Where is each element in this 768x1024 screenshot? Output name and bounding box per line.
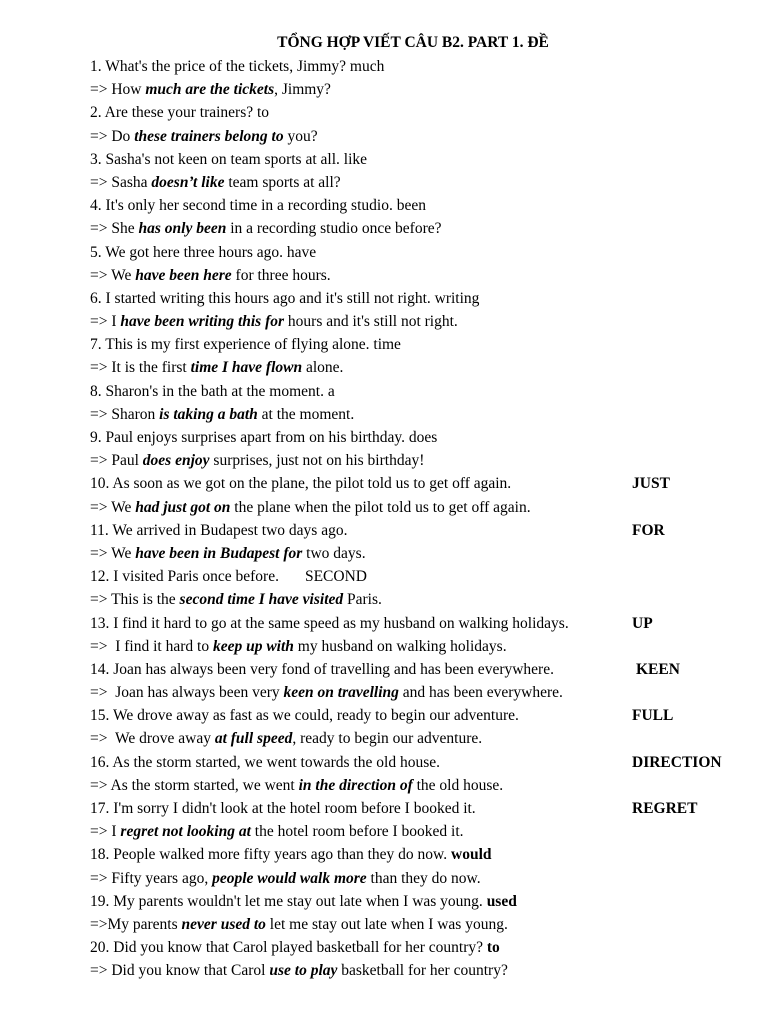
- answer-key-text: have been in Budapest for: [135, 544, 303, 562]
- question-line: [90, 612, 760, 635]
- document-title: TỔNG HỢP VIẾT CÂU B2. PART 1. ĐỀ: [277, 34, 549, 51]
- answer-key: [269, 962, 337, 979]
- answer-key-text: people would walk more: [212, 869, 367, 887]
- answer-prefix: => Fifty years ago,: [90, 869, 213, 887]
- question-line: [90, 843, 760, 866]
- answer-prefix: =>My parents: [90, 915, 182, 933]
- answer-key: [212, 870, 367, 887]
- answer-key: [135, 545, 302, 562]
- question-line: [90, 380, 760, 403]
- answer-line: [90, 542, 760, 565]
- answer-key-text: has only been: [138, 220, 227, 238]
- question-text: 17. I'm sorry I didn't look at the hotel room before I booked it.: [90, 800, 476, 817]
- answer-key: [215, 730, 293, 747]
- answer-key: [138, 220, 226, 237]
- keyword-bold: used: [486, 892, 517, 910]
- question-line: [90, 519, 760, 542]
- question-text: 3. Sasha's not keen on team sports at all. like: [90, 150, 368, 168]
- answer-key: [135, 499, 230, 516]
- answer-prefix: => Sasha: [90, 173, 152, 191]
- answer-suffix: , ready to begin our adventure.: [292, 730, 483, 748]
- answer-prefix: => Do: [90, 127, 135, 145]
- answer-line: [90, 913, 760, 936]
- answer-suffix: let me stay out late when I was young.: [265, 915, 508, 933]
- answer-prefix: => I: [90, 313, 121, 331]
- answer-key-text: keep up with: [212, 637, 294, 655]
- answer-key-text: have been writing this for: [120, 313, 285, 331]
- answer-line: [90, 125, 760, 148]
- question-text: 8. Sharon's in the bath at the moment. a: [90, 382, 335, 400]
- answer-line: [90, 867, 760, 890]
- question-text: 2. Are these your trainers? to: [90, 104, 270, 122]
- answer-line: [90, 171, 760, 194]
- answer-key-text: time I have flown: [190, 359, 303, 377]
- answer-suffix: than they do now.: [366, 869, 481, 887]
- answer-key-text: in the direction of: [298, 776, 413, 794]
- answer-key: [151, 174, 224, 191]
- answer-prefix: => I find it hard to: [90, 637, 213, 655]
- question-text: 5. We got here three hours ago. have: [90, 243, 317, 261]
- answer-key-text: have been here: [135, 266, 232, 284]
- question-line: [90, 333, 760, 356]
- answer-key: [135, 267, 231, 284]
- answer-key: [213, 638, 294, 655]
- answer-suffix: basketball for her country?: [337, 962, 508, 980]
- question-line: [90, 565, 760, 588]
- answer-line: [90, 496, 760, 519]
- answer-prefix: => As the storm started, we went: [90, 776, 299, 794]
- answer-prefix: => How: [90, 81, 146, 99]
- answer-key: [120, 823, 250, 840]
- answer-prefix: => Sharon: [90, 405, 160, 423]
- question-text: 1. What's the price of the tickets, Jimmy? much: [90, 58, 385, 75]
- answer-line: [90, 78, 760, 101]
- answer-key-text: is taking a bath: [159, 405, 258, 423]
- answer-suffix: in a recording studio once before?: [226, 220, 442, 238]
- answer-line: [90, 681, 760, 704]
- answer-suffix: Paris.: [343, 591, 382, 609]
- question-line: [90, 936, 760, 959]
- answer-key: [191, 359, 303, 376]
- answer-line: [90, 635, 760, 658]
- keyword-right: REGRET: [632, 800, 698, 817]
- keyword-bold: to: [486, 939, 500, 957]
- answer-key-text: second time I have visited: [179, 591, 344, 609]
- answer-suffix: alone.: [302, 359, 344, 377]
- answer-key: [182, 916, 266, 933]
- answer-line: [90, 449, 760, 472]
- answer-key-text: at full speed: [214, 730, 293, 748]
- question-line: [90, 751, 760, 774]
- question-text: 9. Paul enjoys surprises apart from on his birthday. does: [90, 429, 438, 446]
- question-line: [90, 890, 760, 913]
- answer-key: [159, 406, 258, 423]
- keyword-bold: would: [451, 846, 492, 864]
- answer-line: [90, 217, 760, 240]
- answer-prefix: => We: [90, 266, 136, 284]
- answer-prefix: => She: [90, 220, 139, 238]
- answer-line: [90, 588, 760, 611]
- answer-key: [180, 591, 344, 608]
- answer-key-text: had just got on: [135, 498, 231, 516]
- question-line: [90, 287, 760, 310]
- answer-suffix: two days.: [302, 544, 366, 562]
- question-line: [90, 658, 760, 681]
- question-text: 7. This is my first experience of flying alone. time: [90, 336, 401, 354]
- answer-suffix: hours and it's still not right.: [284, 313, 458, 331]
- answer-line: [90, 264, 760, 287]
- question-line: [90, 704, 760, 727]
- answer-key-text: keen on travelling: [283, 684, 399, 702]
- question-text: 20. Did you know that Carol played basketball for her country?: [90, 939, 483, 957]
- question-line: [90, 148, 760, 171]
- answer-suffix: and has been everywhere.: [398, 684, 563, 702]
- answer-prefix: => It is the first: [90, 359, 191, 377]
- answer-line: [90, 356, 760, 379]
- question-line: [90, 241, 760, 264]
- question-text: 6. I started writing this hours ago and it's still not right. writing: [90, 289, 480, 307]
- exercise-list: [90, 55, 760, 983]
- answer-line: [90, 774, 760, 797]
- keyword-inline: SECOND: [304, 568, 367, 586]
- answer-line: [90, 820, 760, 843]
- answer-prefix: => We drove away: [90, 730, 215, 748]
- answer-key-text: these trainers belong to: [134, 127, 284, 145]
- question-line: [90, 472, 760, 495]
- answer-prefix: => Did you know that Carol: [90, 962, 270, 980]
- answer-suffix: team sports at all?: [224, 173, 341, 191]
- question-text: 14. Joan has always been very fond of travelling and has been everywhere.: [90, 660, 554, 678]
- question-line: [90, 194, 760, 217]
- keyword-right: FULL: [632, 707, 674, 725]
- keyword-right: JUST: [632, 475, 670, 493]
- answer-key: [145, 81, 274, 98]
- keyword-right: KEEN: [636, 660, 680, 678]
- question-text: 11. We arrived in Budapest two days ago.: [90, 521, 348, 539]
- answer-line: [90, 310, 760, 333]
- answer-line: [90, 727, 760, 750]
- question-text: 16. As the storm started, we went towards the old house.: [90, 753, 440, 771]
- answer-key-text: regret not looking at: [120, 823, 251, 841]
- answer-suffix: the hotel room before I booked it.: [250, 823, 464, 841]
- answer-line: [90, 403, 760, 426]
- answer-key-text: doesn’t like: [151, 173, 225, 191]
- question-text: 12. I visited Paris once before.: [90, 568, 279, 586]
- answer-suffix: surprises, just not on his birthday!: [209, 452, 425, 470]
- answer-key: [120, 313, 284, 330]
- keyword-right: DIRECTION: [632, 753, 722, 771]
- answer-prefix: => This is the: [90, 591, 180, 609]
- answer-key: [134, 128, 283, 145]
- question-line: [90, 55, 760, 78]
- answer-suffix: the plane when the pilot told us to get off again.: [230, 498, 531, 516]
- answer-key: [284, 684, 399, 701]
- answer-suffix: for three hours.: [231, 266, 331, 284]
- keyword-right: UP: [632, 614, 653, 632]
- answer-suffix: the old house.: [412, 776, 504, 794]
- answer-prefix: => We: [90, 498, 136, 516]
- answer-key-text: never used to: [181, 915, 266, 933]
- question-text: 18. People walked more fifty years ago than they do now.: [90, 846, 448, 864]
- answer-key: [143, 452, 210, 469]
- answer-suffix: , Jimmy?: [274, 81, 331, 99]
- question-line: [90, 101, 760, 124]
- question-text: 13. I find it hard to go at the same speed as my husband on walking holidays.: [90, 614, 569, 632]
- answer-key: [299, 777, 413, 794]
- question-text: 15. We drove away as fast as we could, ready to begin our adventure.: [90, 707, 519, 725]
- answer-key-text: does enjoy: [142, 452, 210, 470]
- answer-key-text: use to play: [269, 962, 338, 980]
- answer-suffix: at the moment.: [257, 405, 355, 423]
- answer-line: [90, 959, 760, 982]
- answer-prefix: => I: [90, 823, 121, 841]
- question-line: [90, 797, 760, 820]
- question-text: 19. My parents wouldn't let me stay out late when I was young.: [90, 892, 483, 910]
- answer-suffix: you?: [283, 127, 318, 145]
- answer-prefix: => Joan has always been very: [90, 684, 284, 702]
- question-text: 10. As soon as we got on the plane, the pilot told us to get off again.: [90, 475, 512, 493]
- answer-prefix: => Paul: [90, 452, 143, 470]
- answer-prefix: => We: [90, 544, 136, 562]
- question-text: 4. It's only her second time in a recording studio. been: [90, 197, 426, 215]
- answer-key-text: much are the tickets: [145, 81, 275, 99]
- question-line: [90, 426, 760, 449]
- answer-suffix: my husband on walking holidays.: [293, 637, 507, 655]
- keyword-right: FOR: [632, 521, 665, 539]
